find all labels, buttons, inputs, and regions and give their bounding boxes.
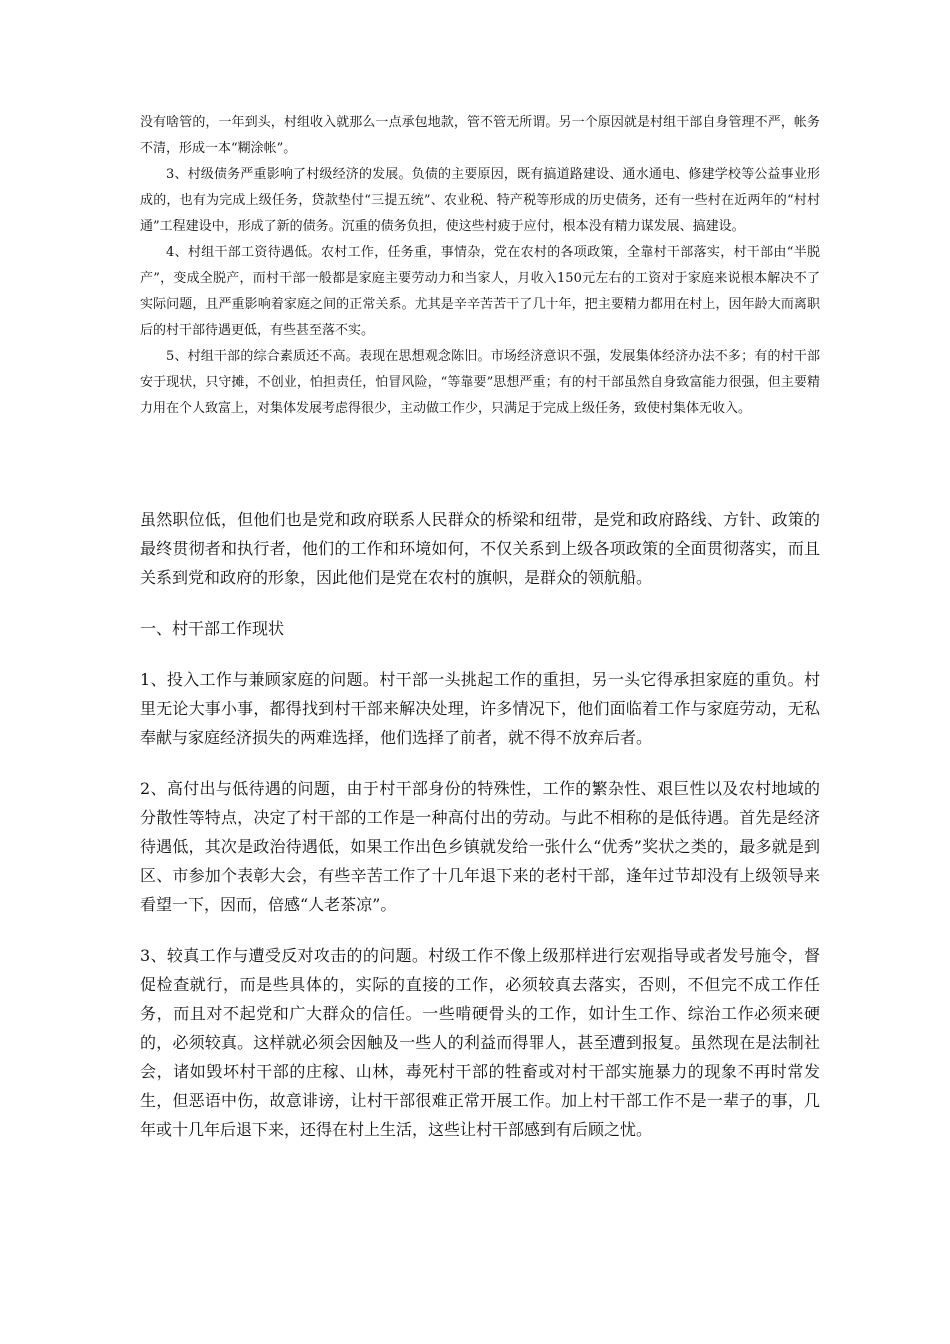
section-heading: 一、村干部工作现状 <box>140 619 285 638</box>
paragraph-village-debt: 3、村级债务严重影响了村级经济的发展。负债的主要原因，既有搞道路建设、通水通电、修建学校等公益事业形成的，也有为完成上级任务，贷款垫付“三提五统”、农业税、特产税等形成的历史债务，还有一些村在近两年的“村村通”工程建设中，形成了新的债务。沉重的债务负担，使这些村疲于应付，根本没有精力谋发展、搞建设。 <box>140 167 820 234</box>
paragraph-continuation: 没有啥管的，一年到头，村组收入就那么一点承包地款，管不管无所谓。另一个原因就是村组干部自身管理不严，帐务不清，形成一本“糊涂帐”。 <box>140 115 820 156</box>
paragraph-quality: 5、村组干部的综合素质还不高。表现在思想观念陈旧。市场经济意识不强，发展集体经济办法不多；有的村干部安于现状，只守摊，不创业，怕担责任，怕冒风险，“等靠要”思想严重；有的村干部虽然自身致富能力很强，但主要精力用在个人致富上，对集体发展考虑得很少，主动做工作少，只满足于完成上级任务，致使村集体无收入。 <box>140 349 820 416</box>
upper-section <box>140 110 820 422</box>
paragraph-intro: 虽然职位低，但他们也是党和政府联系人民群众的桥梁和纽带，是党和政府路线、方针、政策的最终贯彻者和执行者，他们的工作和环境如何，不仅关系到上级各项政策的全面贯彻落实，而且关系到党和政府的形象，因此他们是党在农村的旗帜，是群众的领航船。 <box>140 510 820 587</box>
paragraph-item-1: 1、投入工作与兼顾家庭的问题。村干部一头挑起工作的重担，另一头它得承担家庭的重负。村里无论大事小事，都得找到村干部来解决处理，许多情况下，他们面临着工作与家庭劳动，无私奉献与家庭经济损失的两难选择，他们选择了前者，就不得不放弃后者。 <box>140 670 820 747</box>
paragraph-item-2: 2、高付出与低待遇的问题，由于村干部身份的特殊性，工作的繁杂性、艰巨性以及农村地域的分散性等特点，决定了村干部的工作是一种高付出的劳动。与此不相称的是低待遇。首先是经济待遇低，其次是政治待遇低，如果工作出色乡镇就发给一张什么“优秀”奖状之类的，最多就是到区、市参加个表彰大会，有些辛苦工作了十几年退下来的老村干部，逢年过节却没有上级领导来看望一下，因而，倍感“人老茶凉”。 <box>140 779 820 914</box>
paragraph-item-3: 3、较真工作与遭受反对攻击的的问题。村级工作不像上级那样进行宏观指导或者发号施令，督促检查就行，而是些具体的，实际的直接的工作，必须较真去落实，否则，不但完不成工作任务，而且对不起党和广大群众的信任。一些啃硬骨头的工作，如计生工作、综治工作必须来硬的，必须较真。这样就必须会因触及一些人的利益而得罪人，甚至遭到报复。虽然现在是法制社会，诸如毁坏村干部的庄稼、山林，毒死村干部的牲畜或对村干部实施暴力的现象不再时常发生，但恶语中伤，故意诽谤，让村干部很难正常开展工作。加上村干部工作不是一辈子的事，几年或十几年后退下来，还得在村上生活，这些让村干部感到有后顾之忧。 <box>140 946 820 1139</box>
paragraph-low-salary: 4、村组干部工资待遇低。农村工作，任务重，事情杂，党在农村的各项政策，全靠村干部落实，村干部由“半脱产”，变成全脱产，而村干部一般都是家庭主要劳动力和当家人，月收入150元左右的工资对于家庭来说根本解决不了实际问题，且严重影响着家庭之间的正常关系。尤其是辛辛苦苦干了几十年，把主要精力都用在村上，因年龄大而离职后的村干部待遇更低，有些甚至落不实。 <box>140 245 820 338</box>
lower-section <box>140 505 820 1166</box>
